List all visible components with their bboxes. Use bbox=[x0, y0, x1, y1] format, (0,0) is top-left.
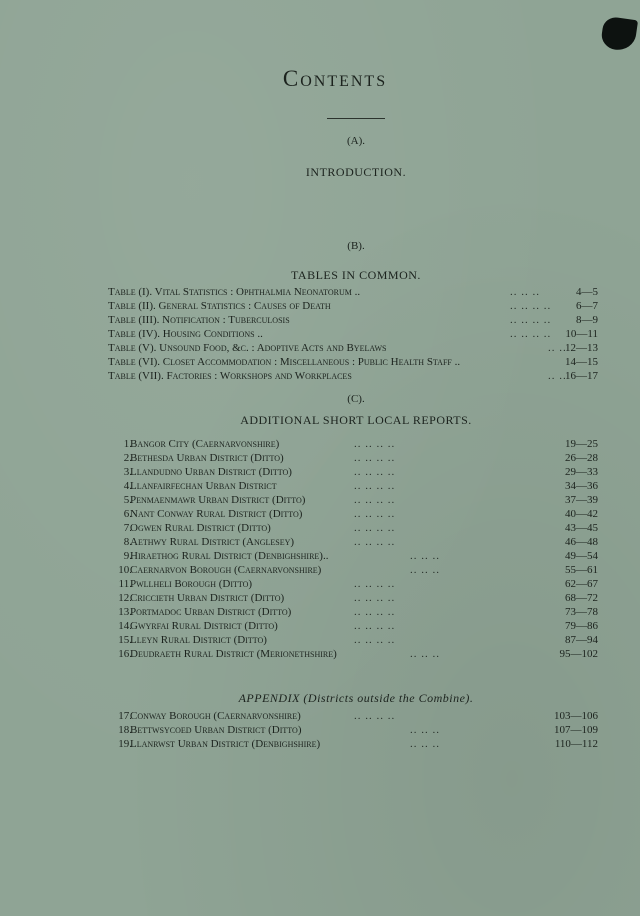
list-item bbox=[110, 507, 598, 521]
leader-dots: .. .. .. .. bbox=[354, 710, 396, 722]
list-item bbox=[110, 737, 598, 751]
page-range: 6—7 bbox=[576, 300, 598, 312]
entry-label: Table (VI). Closet Accommodation : Miscellaneous : Public Health Staff .. bbox=[108, 356, 461, 368]
list-item bbox=[110, 563, 598, 577]
entry-number: 1. bbox=[123, 438, 132, 450]
list-item bbox=[108, 341, 598, 355]
leader-dots: .. .. .. .. bbox=[354, 438, 396, 450]
entry-number: 5. bbox=[123, 494, 132, 506]
entry-label: Pwllheli Borough (Ditto) bbox=[130, 578, 253, 590]
leader-dots: .. .. .. .. bbox=[354, 508, 396, 520]
page-range: 62—67 bbox=[565, 578, 598, 590]
page-range: 26—28 bbox=[565, 452, 598, 464]
leader-dots: .. .. .. .. bbox=[510, 300, 552, 312]
page-range: 55—61 bbox=[565, 564, 598, 576]
page-range: 103—106 bbox=[554, 710, 598, 722]
entry-label: Bangor City (Caernarvonshire) bbox=[130, 438, 280, 450]
entry-number: 11. bbox=[118, 578, 132, 590]
leader-dots: .. .. .. bbox=[410, 724, 440, 736]
page-range: 16—17 bbox=[565, 370, 598, 382]
entry-number: 16. bbox=[118, 648, 132, 660]
entry-number: 7. bbox=[123, 522, 132, 534]
leader-dots: .. .. .. .. bbox=[354, 466, 396, 478]
list-item bbox=[110, 437, 598, 451]
entry-number: 14. bbox=[118, 620, 132, 632]
entry-label: Nant Conway Rural District (Ditto) bbox=[130, 508, 303, 520]
list-item bbox=[110, 647, 598, 661]
entry-number: 19. bbox=[118, 738, 132, 750]
page-range: 12—13 bbox=[565, 342, 598, 354]
page-range: 19—25 bbox=[565, 438, 598, 450]
entry-label: Conway Borough (Caernarvonshire) bbox=[130, 710, 301, 722]
page-range: 37—39 bbox=[565, 494, 598, 506]
page-range: 79—86 bbox=[565, 620, 598, 632]
entry-label: Ogwen Rural District (Ditto) bbox=[130, 522, 271, 534]
entry-label: Table (IV). Housing Conditions .. bbox=[108, 328, 263, 340]
entry-label: Bethesda Urban District (Ditto) bbox=[130, 452, 284, 464]
list-item bbox=[110, 465, 598, 479]
page-range: 73—78 bbox=[565, 606, 598, 618]
list-item bbox=[110, 521, 598, 535]
list-item bbox=[110, 633, 598, 647]
section-b-label: (B). bbox=[347, 240, 365, 252]
entry-label: Lleyn Rural District (Ditto) bbox=[130, 634, 267, 646]
leader-dots: .. .. .. bbox=[410, 738, 440, 750]
page-range: 14—15 bbox=[565, 356, 598, 368]
leader-dots: .. .. .. bbox=[410, 564, 440, 576]
entry-label: Llanrwst Urban District (Denbighshire) bbox=[130, 738, 321, 750]
leader-dots: .. .. .. .. bbox=[354, 522, 396, 534]
list-item bbox=[110, 451, 598, 465]
list-item bbox=[108, 285, 598, 299]
list-item bbox=[110, 619, 598, 633]
entry-number: 6. bbox=[123, 508, 132, 520]
entry-label: Table (VII). Factories : Workshops and Workplaces bbox=[108, 370, 352, 382]
list-item bbox=[110, 591, 598, 605]
entry-label: Caernarvon Borough (Caernarvonshire) bbox=[130, 564, 322, 576]
entry-label: Table (III). Notification : Tuberculosis bbox=[108, 314, 290, 326]
leader-dots: .. .. .. .. bbox=[354, 592, 396, 604]
list-item bbox=[110, 493, 598, 507]
entry-number: 4. bbox=[123, 480, 132, 492]
leader-dots: .. .. .. .. bbox=[354, 634, 396, 646]
list-item bbox=[108, 369, 598, 383]
entry-label: Llandudno Urban District (Ditto) bbox=[130, 466, 292, 478]
entry-label: Aethwy Rural District (Anglesey) bbox=[130, 536, 295, 548]
list-item bbox=[110, 605, 598, 619]
entry-label: Bettwsycoed Urban District (Ditto) bbox=[130, 724, 302, 736]
entry-number: 10. bbox=[118, 564, 132, 576]
ink-blot bbox=[600, 16, 638, 52]
page-range: 43—45 bbox=[565, 522, 598, 534]
page-range: 4—5 bbox=[576, 286, 598, 298]
entry-label: Criccieth Urban District (Ditto) bbox=[130, 592, 285, 604]
page-range: 34—36 bbox=[565, 480, 598, 492]
entry-number: 13. bbox=[118, 606, 132, 618]
page-range: 40—42 bbox=[565, 508, 598, 520]
page-range: 95—102 bbox=[559, 648, 598, 660]
page-range: 29—33 bbox=[565, 466, 598, 478]
section-a-label: (A). bbox=[346, 135, 366, 147]
entry-number: 18. bbox=[118, 724, 132, 736]
leader-dots: .. .. .. .. bbox=[354, 620, 396, 632]
leader-dots: .. .. .. .. bbox=[510, 314, 552, 326]
list-item bbox=[108, 299, 598, 313]
entry-number: 15. bbox=[118, 634, 132, 646]
list-item bbox=[110, 535, 598, 549]
leader-dots: .. .. .. .. bbox=[354, 452, 396, 464]
entry-number: 9. bbox=[123, 550, 132, 562]
entry-number: 2. bbox=[123, 452, 132, 464]
entry-label: Gwyrfai Rural District (Ditto) bbox=[130, 620, 278, 632]
entry-number: 3. bbox=[123, 466, 132, 478]
entry-label: Table (V). Unsound Food, &c. : Adoptive Acts and Byelaws bbox=[108, 342, 387, 354]
entry-label: Hiraethog Rural District (Denbighshire).. bbox=[130, 550, 329, 562]
leader-dots: .. .. .. .. bbox=[354, 494, 396, 506]
section-c-heading: ADDITIONAL SHORT LOCAL REPORTS. bbox=[240, 413, 472, 427]
entry-label: Deudraeth Rural District (Merionethshire) bbox=[130, 648, 337, 660]
page-range: 49—54 bbox=[565, 550, 598, 562]
entry-label: Table (I). Vital Statistics : Ophthalmia Neonatorum .. bbox=[108, 286, 361, 298]
section-a-heading: INTRODUCTION. bbox=[305, 165, 407, 179]
page-range: 46—48 bbox=[565, 536, 598, 548]
title-rule bbox=[327, 118, 385, 119]
leader-dots: .. .. .. .. bbox=[354, 578, 396, 590]
leader-dots: .. .. .. .. bbox=[510, 328, 552, 340]
leader-dots: .. .. bbox=[548, 342, 567, 354]
leader-dots: .. .. .. .. bbox=[354, 606, 396, 618]
section-c-label: (C). bbox=[347, 393, 365, 405]
leader-dots: .. .. .. bbox=[510, 286, 540, 298]
list-item bbox=[110, 723, 598, 737]
leader-dots: .. .. .. .. bbox=[354, 480, 396, 492]
entry-number: 8. bbox=[123, 536, 132, 548]
list-item bbox=[108, 327, 598, 341]
entry-label: Table (II). General Statistics : Causes of Death bbox=[108, 300, 331, 312]
list-item bbox=[110, 577, 598, 591]
section-b-heading: TABLES IN COMMON. bbox=[291, 268, 421, 282]
leader-dots: .. .. .. bbox=[410, 648, 440, 660]
leader-dots: .. .. .. .. bbox=[354, 536, 396, 548]
page-range: 10—11 bbox=[565, 328, 598, 340]
page-range: 110—112 bbox=[554, 738, 598, 750]
page-range: 68—72 bbox=[565, 592, 598, 604]
list-item bbox=[110, 549, 598, 563]
entry-label: Portmadoc Urban District (Ditto) bbox=[130, 606, 292, 618]
page-title: Contents bbox=[282, 66, 388, 91]
list-item bbox=[108, 313, 598, 327]
list-item bbox=[110, 709, 598, 723]
page-range: 8—9 bbox=[576, 314, 598, 326]
list-item bbox=[110, 479, 598, 493]
page-range: 87—94 bbox=[565, 634, 598, 646]
entry-label: Llanfairfechan Urban District bbox=[130, 480, 277, 492]
entry-number: 17. bbox=[118, 710, 132, 722]
list-item bbox=[108, 355, 598, 369]
appendix-heading: APPENDIX (Districts outside the Combine). bbox=[238, 691, 474, 705]
entry-label: Penmaenmawr Urban District (Ditto) bbox=[130, 494, 306, 506]
leader-dots: .. .. .. bbox=[410, 550, 440, 562]
page-range: 107—109 bbox=[554, 724, 598, 736]
entry-number: 12. bbox=[118, 592, 132, 604]
leader-dots: .. .. bbox=[548, 370, 567, 382]
